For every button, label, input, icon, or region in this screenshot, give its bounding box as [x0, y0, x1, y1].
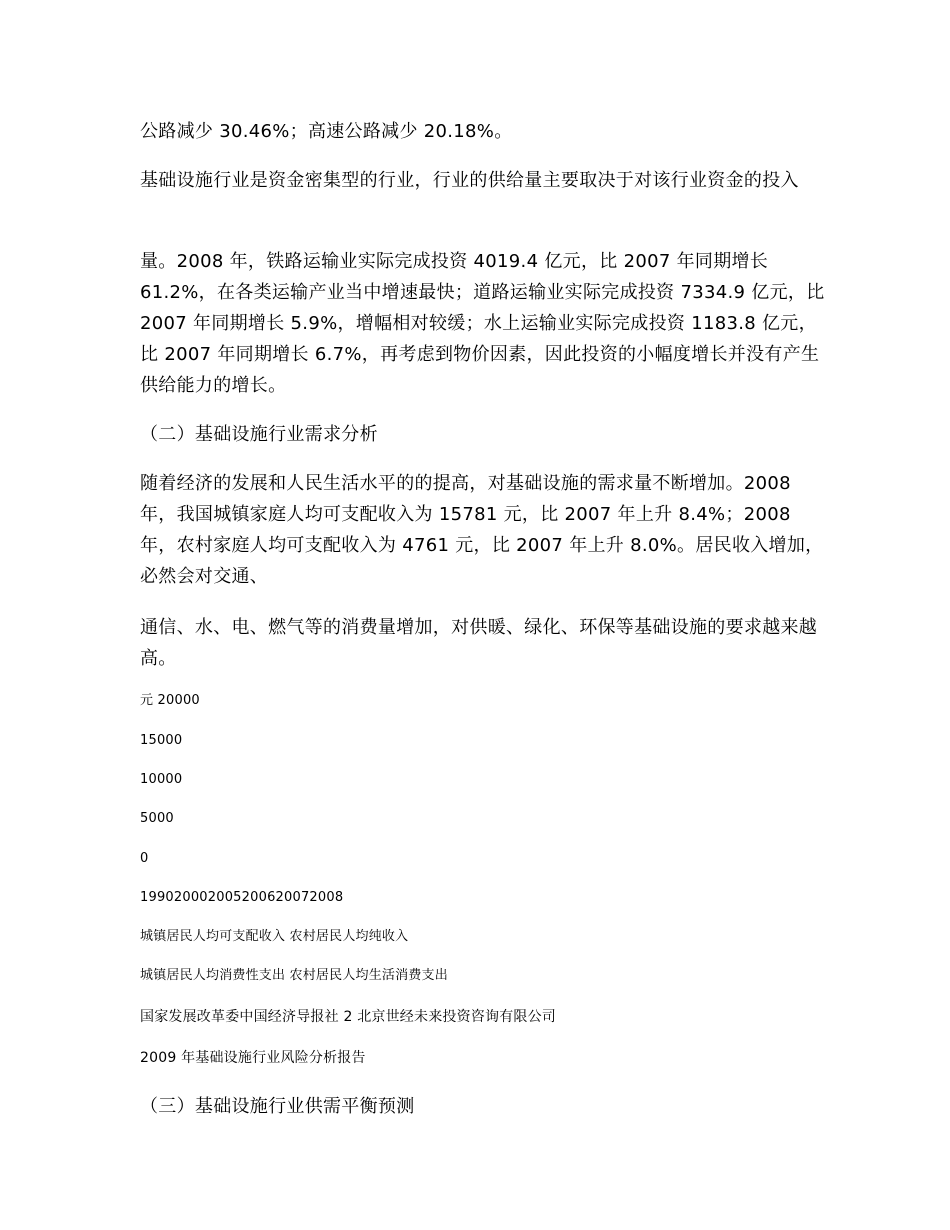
- legend-line-2: 城镇居民人均消费性支出 农村居民人均生活消费支出: [140, 968, 448, 983]
- y-axis-label-15000: 15000: [140, 733, 183, 748]
- footer-publisher: 国家发展改革委中国经济导报社 2 北京世经未来投资咨询有限公司: [140, 1009, 557, 1025]
- paragraph-capital-intensive: 基础设施行业是资金密集型的行业，行业的供给量主要取决于对该行业资金的投入: [140, 170, 799, 191]
- section-heading-demand: （二）基础设施行业需求分析: [140, 424, 378, 445]
- y-axis-label-5000: 5000: [140, 811, 174, 826]
- paragraph-consumption: 通信、水、电、燃气等的消费量增加，对供暖、绿化、环保等基础设施的要求越来越高。: [140, 617, 818, 669]
- section-heading-forecast: （三）基础设施行业供需平衡预测: [140, 1096, 415, 1117]
- y-axis-label-10000: 10000: [140, 772, 183, 787]
- legend-line-1: 城镇居民人均可支配收入 农村居民人均纯收入: [140, 929, 409, 944]
- footer-report-title: 2009 年基础设施行业风险分析报告: [140, 1050, 366, 1066]
- paragraph-highway-decrease: 公路减少 30.46%；高速公路减少 20.18%。: [140, 121, 513, 142]
- x-axis-years: 199020002005200620072008: [140, 890, 344, 905]
- y-axis-label-20000: 元 20000: [140, 693, 200, 708]
- y-axis-label-0: 0: [140, 851, 149, 866]
- paragraph-income-growth: 随着经济的发展和人民生活水平的的提高，对基础设施的需求量不断增加。2008 年，我国城镇家庭人均可支配收入为 15781 元，比 2007 年上升 8.4%；2008 年，农村家庭人均可支配收入为 4761 元，比 2007 年上升 8.0%。居民收入增加，必然会对交通、: [140, 473, 824, 587]
- paragraph-investment-2008: 量。2008 年，铁路运输业实际完成投资 4019.4 亿元，比 2007 年同期增长 61.2%，在各类运输产业当中增速最快；道路运输业实际完成投资 7334.9 亿元，比 2007 年同期增长 5.9%，增幅相对较缓；水上运输业实际完成投资 1183.8 亿元，比 2007 年同期增长 6.7%，再考虑到物价因素，因此投资的小幅度增长并没有产生供给能力的增长。: [140, 251, 825, 396]
